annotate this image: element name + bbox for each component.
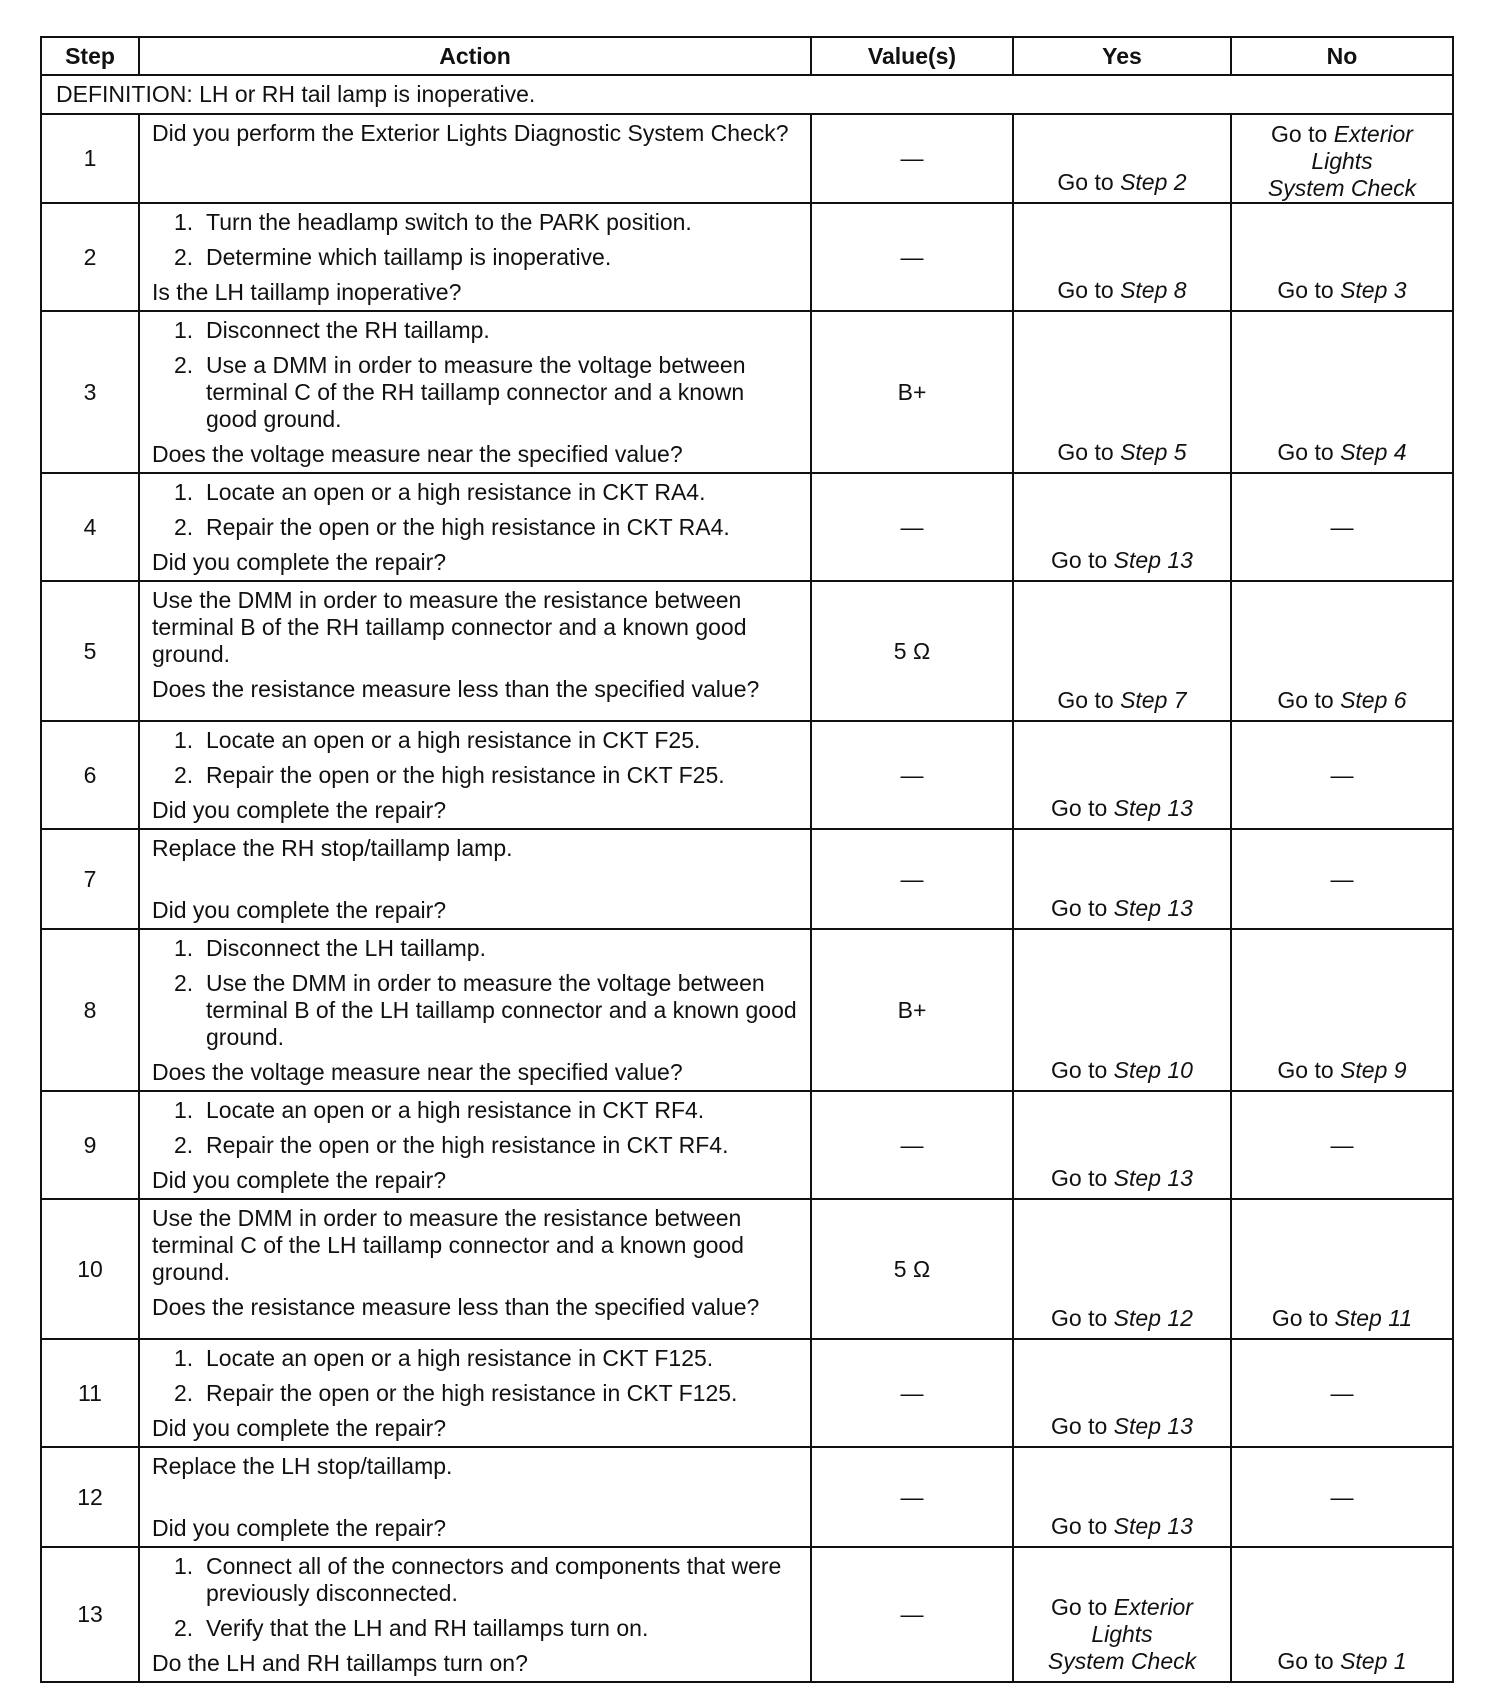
- go-to-label: Go to: [1277, 1648, 1334, 1674]
- value-cell: —: [811, 1339, 1013, 1447]
- action-item: [152, 1097, 800, 1124]
- go-to-label: Go to: [1051, 1305, 1108, 1331]
- no-cell: [1231, 829, 1453, 929]
- go-to-label: Go to: [1277, 277, 1334, 303]
- diagnostic-table: [40, 36, 1454, 1683]
- action-text: Replace the LH stop/taillamp.: [152, 1453, 453, 1479]
- action-question: Do the LH and RH taillamps turn on?: [152, 1650, 528, 1676]
- step-reference: Step 2: [1120, 169, 1187, 195]
- table-row: [41, 1199, 1453, 1339]
- go-to-label: Go to: [1057, 687, 1114, 713]
- no-cell: [1231, 311, 1453, 473]
- step-reference: Step 11: [1334, 1305, 1413, 1331]
- action-cell: [139, 721, 811, 829]
- action-item: [152, 935, 800, 962]
- action-item: [152, 352, 800, 433]
- action-cell: [139, 114, 811, 203]
- value-cell: —: [811, 114, 1013, 203]
- no-cell: [1231, 721, 1453, 829]
- dash: —: [1330, 1483, 1354, 1510]
- reference-part: Lights: [1311, 148, 1373, 174]
- action-cell: [139, 1339, 811, 1447]
- value-cell: 5 Ω: [811, 581, 1013, 721]
- item-text: Locate an open or a high resistance in CKT RA4.: [206, 479, 706, 505]
- action-question: Did you complete the repair?: [152, 1415, 447, 1441]
- yes-cell: [1013, 721, 1231, 829]
- value-cell: —: [811, 829, 1013, 929]
- action-item: [152, 1345, 800, 1372]
- reference-part: Exterior: [1333, 121, 1413, 147]
- action-question: Does the resistance measure less than the specified value?: [152, 1294, 760, 1320]
- no-cell: [1231, 1091, 1453, 1199]
- action-question: Is the LH taillamp inoperative?: [152, 279, 462, 305]
- item-number: 2.: [174, 970, 194, 996]
- item-number: 2.: [174, 1615, 194, 1641]
- go-to-label: Go to: [1051, 1165, 1108, 1191]
- value-cell: —: [811, 1547, 1013, 1682]
- go-to-label: Go to: [1051, 795, 1108, 821]
- action-cell: [139, 203, 811, 311]
- item-number: 1.: [174, 1097, 194, 1123]
- step-number: 13: [41, 1547, 139, 1682]
- action-cell: [139, 1199, 811, 1339]
- action-text: Did you perform the Exterior Lights Diagnostic System Check?: [152, 120, 789, 146]
- step-reference: Step 3: [1340, 277, 1407, 303]
- action-question: Did you complete the repair?: [152, 797, 447, 823]
- value-cell: —: [811, 1447, 1013, 1547]
- item-text: Locate an open or a high resistance in CKT F125.: [206, 1345, 714, 1371]
- value-cell: B+: [811, 929, 1013, 1091]
- item-text: Connect all of the connectors and components that were previously disconnected.: [206, 1553, 782, 1606]
- action-item: [152, 244, 800, 271]
- action-cell: [139, 1547, 811, 1682]
- item-text: Use the DMM in order to measure the voltage between terminal B of the LH taillamp connector and a known good ground.: [206, 970, 797, 1050]
- step-reference: Step 8: [1120, 277, 1187, 303]
- step-number: 4: [41, 473, 139, 581]
- step-number: 6: [41, 721, 139, 829]
- yes-cell: [1013, 114, 1231, 203]
- action-cell: [139, 1447, 811, 1547]
- action-text: Use the DMM in order to measure the resistance between terminal B of the RH taillamp connector and a known good ground.: [152, 587, 747, 667]
- item-text: Use a DMM in order to measure the voltage between terminal C of the RH taillamp connector and a known good ground.: [206, 352, 746, 432]
- step-reference: Step 5: [1120, 439, 1187, 465]
- go-to-label: Go to: [1051, 547, 1108, 573]
- step-reference: Step 6: [1340, 687, 1407, 713]
- go-to-label: Go to: [1051, 1594, 1108, 1620]
- action-item: [152, 1615, 800, 1642]
- item-text: Repair the open or the high resistance in CKT F125.: [206, 1380, 738, 1406]
- yes-cell: [1013, 829, 1231, 929]
- item-text: Locate an open or a high resistance in CKT RF4.: [206, 1097, 705, 1123]
- item-number: 2.: [174, 244, 194, 270]
- action-item: [152, 970, 800, 1051]
- go-to-label: Go to: [1057, 169, 1114, 195]
- step-number: 7: [41, 829, 139, 929]
- table-row: [41, 1339, 1453, 1447]
- item-text: Disconnect the RH taillamp.: [206, 317, 490, 343]
- action-question: Did you complete the repair?: [152, 549, 447, 575]
- yes-cell: [1013, 929, 1231, 1091]
- table-row: [41, 1547, 1453, 1682]
- yes-cell: [1013, 1199, 1231, 1339]
- definition-row: [41, 75, 1453, 114]
- no-cell: [1231, 1447, 1453, 1547]
- step-number: 10: [41, 1199, 139, 1339]
- item-number: 1.: [174, 727, 194, 753]
- item-number: 1.: [174, 209, 194, 235]
- item-number: 1.: [174, 1345, 194, 1371]
- yes-cell: [1013, 1547, 1231, 1682]
- header-row: [41, 37, 1453, 75]
- no-cell: [1231, 1547, 1453, 1682]
- action-item: [152, 1553, 800, 1607]
- no-cell: [1231, 581, 1453, 721]
- action-item: [152, 317, 800, 344]
- item-text: Locate an open or a high resistance in CKT F25.: [206, 727, 701, 753]
- step-number: 3: [41, 311, 139, 473]
- item-number: 2.: [174, 1380, 194, 1406]
- step-number: 1: [41, 114, 139, 203]
- item-text: Repair the open or the high resistance in CKT RA4.: [206, 514, 730, 540]
- action-cell: [139, 581, 811, 721]
- step-number: 12: [41, 1447, 139, 1547]
- yes-cell: [1013, 1447, 1231, 1547]
- step-number: 5: [41, 581, 139, 721]
- item-text: Verify that the LH and RH taillamps turn on.: [206, 1615, 649, 1641]
- item-number: 1.: [174, 479, 194, 505]
- table-row: [41, 114, 1453, 203]
- value-cell: —: [811, 203, 1013, 311]
- no-cell: [1231, 114, 1453, 203]
- go-to-label: Go to: [1051, 895, 1108, 921]
- value-cell: —: [811, 473, 1013, 581]
- yes-cell: [1013, 311, 1231, 473]
- step-number: 8: [41, 929, 139, 1091]
- action-item: [152, 727, 800, 754]
- step-reference: Step 1: [1340, 1648, 1407, 1674]
- item-text: Turn the headlamp switch to the PARK position.: [206, 209, 692, 235]
- dash: —: [1330, 513, 1354, 540]
- reference-part: System Check: [1267, 175, 1417, 201]
- spacer: [152, 1488, 800, 1515]
- go-to-label: Go to: [1277, 439, 1334, 465]
- dash: —: [1330, 1379, 1354, 1406]
- value-cell: 5 Ω: [811, 1199, 1013, 1339]
- step-reference: Step 13: [1113, 1413, 1193, 1439]
- action-cell: [139, 929, 811, 1091]
- action-item: [152, 1132, 800, 1159]
- no-cell: [1231, 929, 1453, 1091]
- go-to-label: Go to: [1277, 1057, 1334, 1083]
- table-row: [41, 473, 1453, 581]
- action-question: Does the voltage measure near the specified value?: [152, 441, 683, 467]
- action-cell: [139, 311, 811, 473]
- step-number: 11: [41, 1339, 139, 1447]
- action-cell: [139, 473, 811, 581]
- item-number: 2.: [174, 352, 194, 378]
- dash: —: [1330, 761, 1354, 788]
- no-cell: [1231, 1339, 1453, 1447]
- item-number: 2.: [174, 1132, 194, 1158]
- table-row: [41, 829, 1453, 929]
- header-no: No: [1231, 37, 1453, 75]
- dash: —: [1330, 1131, 1354, 1158]
- reference-part: Lights: [1091, 1621, 1153, 1647]
- step-reference: Step 13: [1113, 1513, 1193, 1539]
- yes-cell: [1013, 203, 1231, 311]
- yes-cell: [1013, 1091, 1231, 1199]
- step-reference: Step 9: [1340, 1057, 1407, 1083]
- item-text: Repair the open or the high resistance in CKT F25.: [206, 762, 725, 788]
- step-reference: Step 10: [1113, 1057, 1193, 1083]
- step-number: 2: [41, 203, 139, 311]
- item-number: 1.: [174, 317, 194, 343]
- action-cell: [139, 1091, 811, 1199]
- table-row: [41, 203, 1453, 311]
- reference-line: [1014, 1594, 1230, 1621]
- no-cell: [1231, 473, 1453, 581]
- item-number: 2.: [174, 762, 194, 788]
- action-item: [152, 514, 800, 541]
- item-number: 2.: [174, 514, 194, 540]
- item-text: Determine which taillamp is inoperative.: [206, 244, 612, 270]
- item-number: 1.: [174, 935, 194, 961]
- action-cell: [139, 829, 811, 929]
- reference-part: System Check: [1047, 1648, 1197, 1674]
- reference-line: [1232, 121, 1452, 148]
- header-yes: Yes: [1013, 37, 1231, 75]
- table-row: [41, 1091, 1453, 1199]
- no-cell: [1231, 203, 1453, 311]
- value-cell: —: [811, 1091, 1013, 1199]
- action-question: Did you complete the repair?: [152, 1167, 447, 1193]
- action-question: Did you complete the repair?: [152, 1515, 447, 1541]
- action-item: [152, 209, 800, 236]
- table-row: [41, 929, 1453, 1091]
- step-reference: Step 12: [1113, 1305, 1193, 1331]
- item-text: Repair the open or the high resistance in CKT RF4.: [206, 1132, 729, 1158]
- item-text: Disconnect the LH taillamp.: [206, 935, 486, 961]
- table-row: [41, 721, 1453, 829]
- action-text: Use the DMM in order to measure the resistance between terminal C of the LH taillamp connector and a known good ground.: [152, 1205, 744, 1285]
- go-to-label: Go to: [1271, 1305, 1329, 1331]
- go-to-label: Go to: [1277, 687, 1334, 713]
- step-reference: Step 7: [1120, 687, 1187, 713]
- spacer: [152, 870, 800, 897]
- value-cell: —: [811, 721, 1013, 829]
- action-item: [152, 1380, 800, 1407]
- header-action: Action: [139, 37, 811, 75]
- step-reference: Step 13: [1113, 795, 1193, 821]
- go-to-label: Go to: [1057, 277, 1114, 303]
- go-to-label: Go to: [1051, 1513, 1108, 1539]
- step-reference: Step 13: [1113, 895, 1193, 921]
- value-cell: B+: [811, 311, 1013, 473]
- action-question: Does the resistance measure less than the specified value?: [152, 676, 760, 702]
- header-values: Value(s): [811, 37, 1013, 75]
- action-text: Replace the RH stop/taillamp lamp.: [152, 835, 513, 861]
- step-reference: Step 13: [1113, 1165, 1193, 1191]
- table-row: [41, 311, 1453, 473]
- table-row: [41, 581, 1453, 721]
- table-row: [41, 1447, 1453, 1547]
- yes-cell: [1013, 1339, 1231, 1447]
- go-to-label: Go to: [1051, 1413, 1108, 1439]
- step-reference: Step 4: [1340, 439, 1407, 465]
- go-to-label: Go to: [1271, 121, 1328, 147]
- definition-text: DEFINITION: LH or RH tail lamp is inoperative.: [41, 75, 1453, 114]
- action-question: Did you complete the repair?: [152, 897, 447, 923]
- action-item: [152, 479, 800, 506]
- dash: —: [1330, 865, 1354, 892]
- step-reference: Step 13: [1113, 547, 1193, 573]
- step-number: 9: [41, 1091, 139, 1199]
- no-cell: [1231, 1199, 1453, 1339]
- reference-part: Exterior: [1113, 1594, 1193, 1620]
- go-to-label: Go to: [1051, 1057, 1108, 1083]
- yes-cell: [1013, 473, 1231, 581]
- header-step: Step: [41, 37, 139, 75]
- action-item: [152, 762, 800, 789]
- action-question: Does the voltage measure near the specified value?: [152, 1059, 683, 1085]
- item-number: 1.: [174, 1553, 194, 1579]
- go-to-label: Go to: [1057, 439, 1114, 465]
- yes-cell: [1013, 581, 1231, 721]
